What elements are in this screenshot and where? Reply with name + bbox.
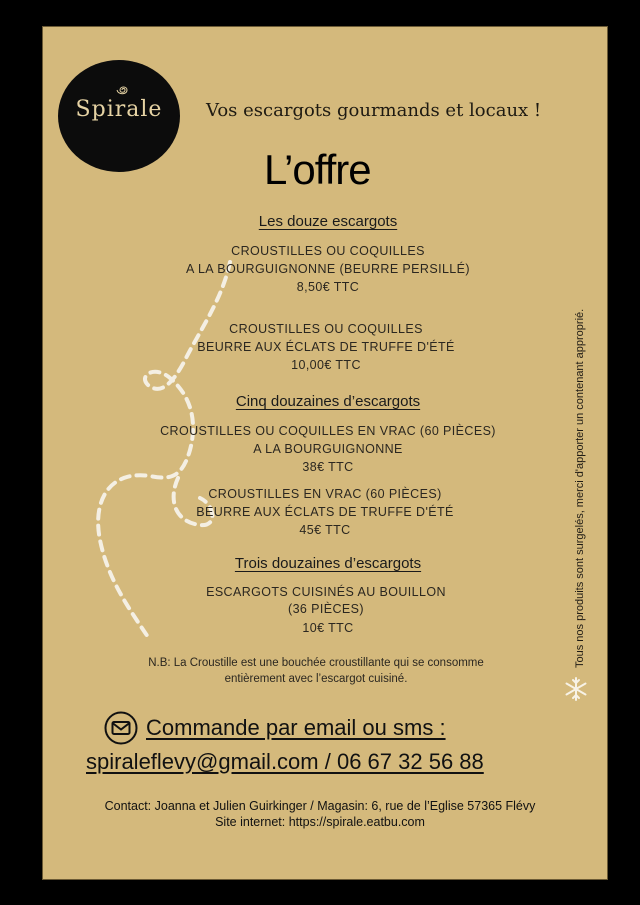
order-heading: Commande par email ou sms : <box>146 715 446 740</box>
section-title: Cinq douzaines d’escargots <box>235 393 421 410</box>
menu-price: 38€ TTC <box>302 460 354 474</box>
footnote-line: entièrement avec l’escargot cuisiné. <box>224 673 408 685</box>
menu-line: CROUSTILLES OU COQUILLES <box>231 244 425 258</box>
section-title: Trois douzaines d’escargots <box>234 555 422 572</box>
frozen-products-note: Tous nos produits sont surgelés, merci d'apporter un contenant approprié. <box>574 308 586 668</box>
menu-line: CROUSTILLES OU COQUILLES <box>229 322 423 336</box>
website-link[interactable]: Site internet: https://spirale.eatbu.com <box>215 815 425 829</box>
section-title: Les douze escargots <box>258 213 398 230</box>
menu-price: 8,50€ TTC <box>296 280 360 294</box>
menu-line: CROUSTILLES OU COQUILLES EN VRAC (60 PIÈCES) <box>160 424 496 438</box>
logo <box>58 60 180 172</box>
menu-line: A LA BOURGUIGNONNE <box>253 442 403 456</box>
page-title: L’offre <box>264 146 371 193</box>
order-contact-link[interactable]: spiraleflevy@gmail.com / 06 67 32 56 88 <box>86 749 484 774</box>
menu-line: (36 PIÈCES) <box>288 602 364 616</box>
envelope-icon <box>104 711 138 745</box>
menu-line: CROUSTILLES EN VRAC (60 PIÈCES) <box>208 487 442 501</box>
snowflake-icon <box>563 676 589 702</box>
menu-line: BEURRE AUX ÉCLATS DE TRUFFE D'ÉTÉ <box>197 340 455 354</box>
footnote-line: N.B: La Croustille est une bouchée croustillante qui se consomme <box>148 657 484 669</box>
logo-text: Spirale <box>75 97 163 122</box>
menu-line: BEURRE AUX ÉCLATS DE TRUFFE D'ÉTÉ <box>196 505 454 519</box>
tagline: Vos escargots gourmands et locaux ! <box>206 100 542 121</box>
menu-price: 45€ TTC <box>299 523 351 537</box>
menu-line: A LA BOURGUIGNONNE (BEURRE PERSILLÉ) <box>186 262 470 276</box>
contact-info: Contact: Joanna et Julien Guirkinger / Magasin: 6, rue de l’Eglise 57365 Flévy <box>104 799 536 813</box>
menu-line: ESCARGOTS CUISINÉS AU BOUILLON <box>206 585 446 599</box>
menu-price: 10€ TTC <box>302 621 354 635</box>
menu-price: 10,00€ TTC <box>291 358 361 372</box>
